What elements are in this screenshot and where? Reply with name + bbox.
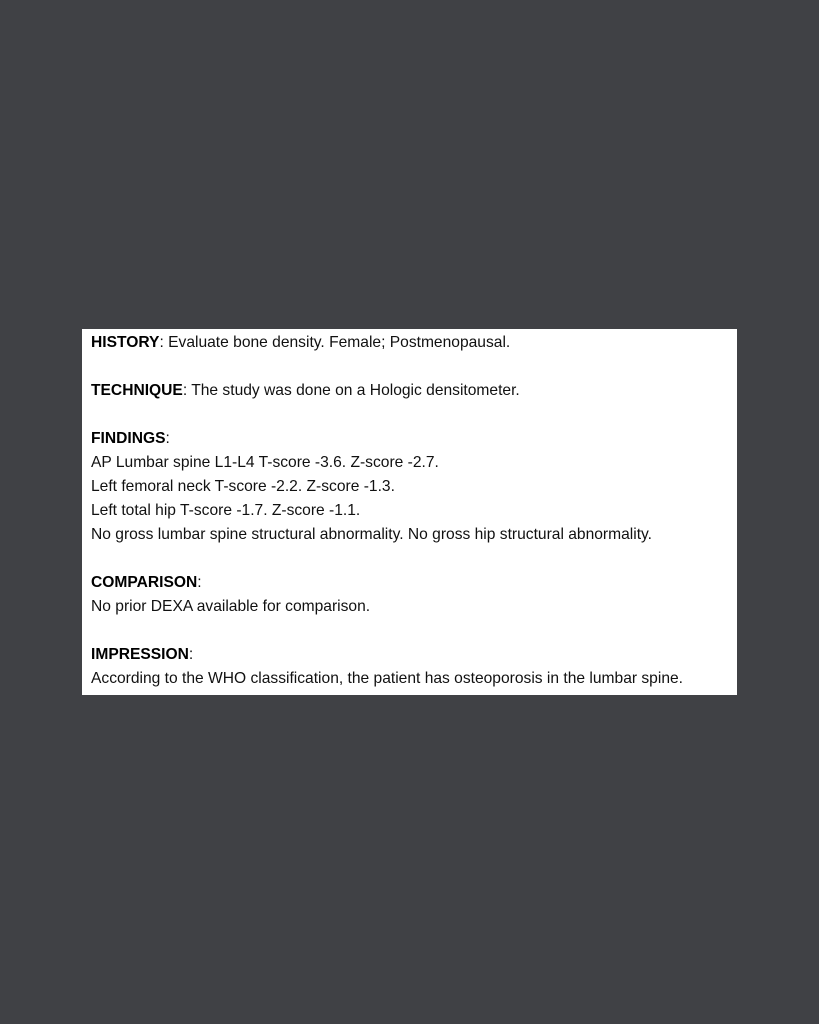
spacer — [91, 547, 737, 571]
comparison-label: COMPARISON — [91, 574, 198, 591]
technique-line — [91, 379, 737, 403]
history-separator: : — [159, 334, 169, 351]
history-line — [91, 331, 737, 355]
findings-line-total-hip: Left total hip T-score -1.7. Z-score -1.1. — [91, 502, 361, 519]
comparison-heading — [91, 571, 737, 595]
history-text: Evaluate bone density. Female; Postmenopausal. — [168, 334, 511, 351]
findings-label: FINDINGS — [91, 430, 166, 447]
technique-label: TECHNIQUE — [91, 382, 183, 399]
spacer — [91, 403, 737, 427]
technique-separator: : — [182, 382, 192, 399]
history-label: HISTORY — [91, 334, 160, 351]
comparison-separator: : — [197, 574, 202, 591]
impression-label: IMPRESSION — [91, 646, 189, 663]
impression-text: According to the WHO classification, the patient has osteoporosis in the lumbar spine. — [91, 670, 683, 687]
radiology-report — [82, 329, 737, 695]
impression-separator: : — [188, 646, 194, 663]
impression-heading — [91, 643, 737, 667]
findings-heading — [91, 427, 737, 451]
findings-line-lumbar: AP Lumbar spine L1-L4 T-score -3.6. Z-score -2.7. — [91, 454, 439, 471]
spacer — [91, 619, 737, 643]
technique-text: The study was done on a Hologic densitometer. — [191, 382, 520, 399]
findings-line-structural: No gross lumbar spine structural abnormality. No gross hip structural abnormality. — [91, 526, 653, 543]
spacer — [91, 355, 737, 379]
findings-separator: : — [165, 430, 170, 447]
comparison-text: No prior DEXA available for comparison. — [91, 598, 371, 615]
findings-line-femoral-neck: Left femoral neck T-score -2.2. Z-score -1.3. — [91, 478, 395, 495]
